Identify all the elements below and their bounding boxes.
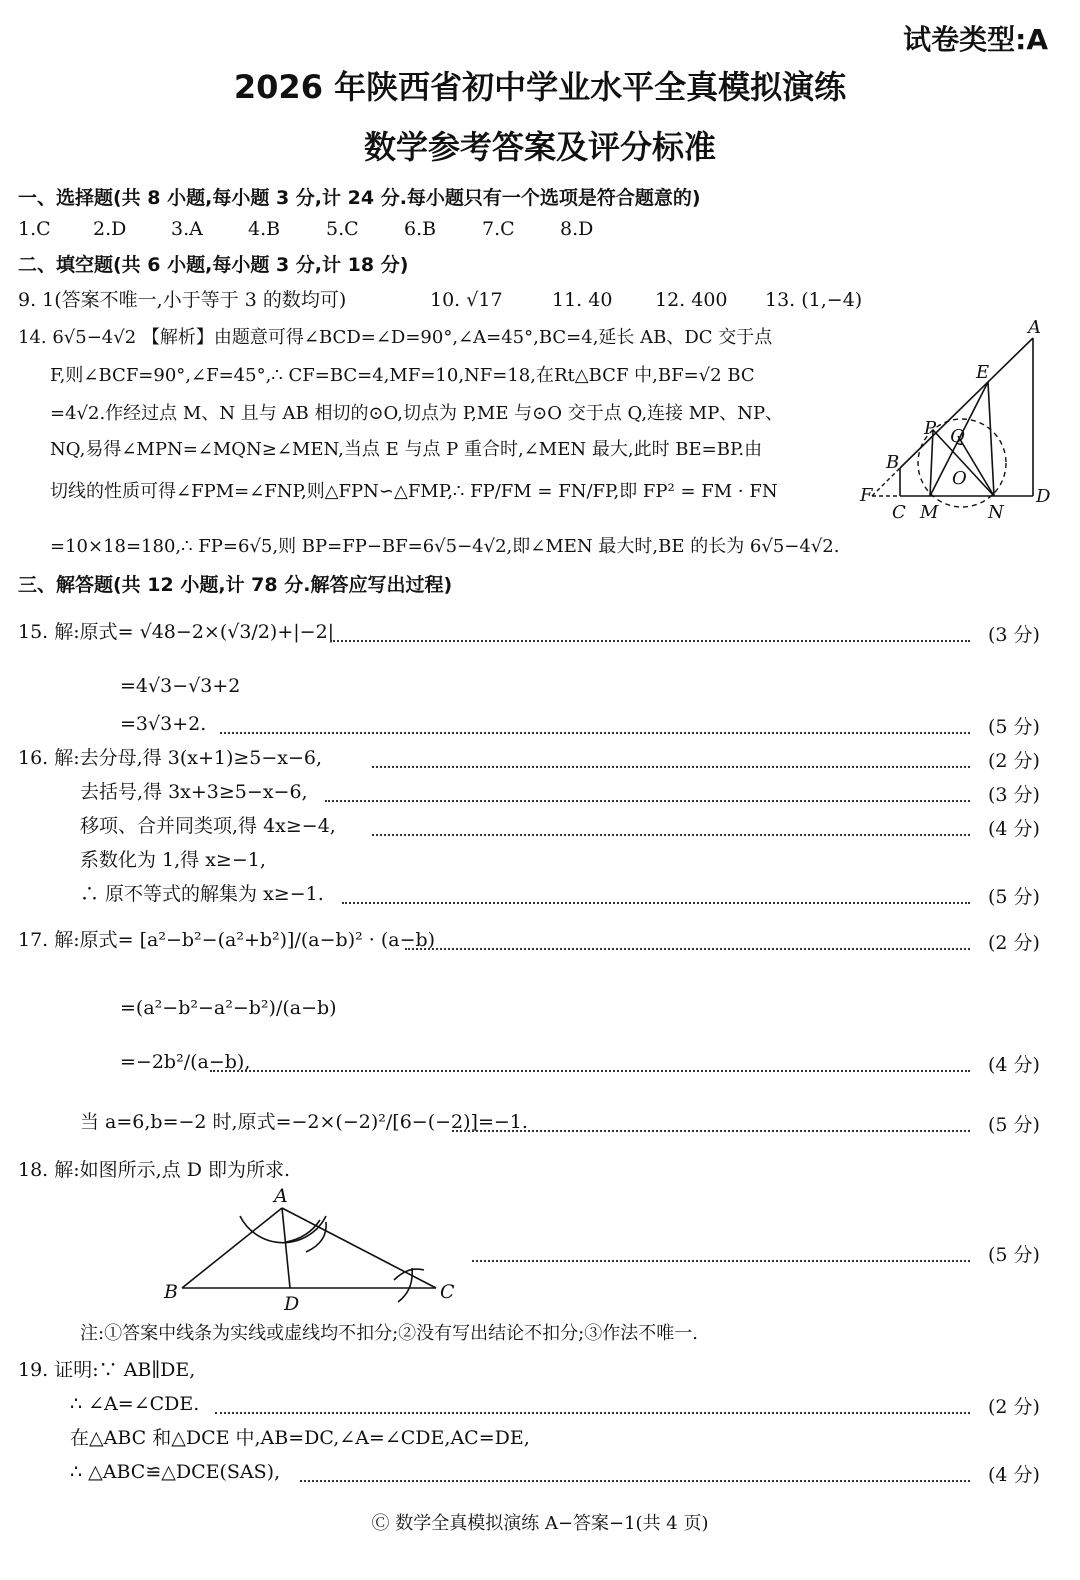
- q14-line-4: NQ,易得∠MPN=∠MQN≥∠MEN,当点 E 与点 P 重合时,∠MEN 最大,此时 BE=BP.由: [50, 439, 763, 460]
- label-M: M: [920, 502, 939, 523]
- label-D: D: [284, 1293, 300, 1315]
- q11-answer: 11. 40: [552, 289, 613, 311]
- q16-score-5: (5 分): [988, 886, 1040, 908]
- answer-8: 8.D: [560, 218, 594, 240]
- q14-line-3: =4√2.作经过点 M、N 且与 AB 相切的⊙O,切点为 P,ME 与⊙O 交于点 Q,连接 MP、NP、: [50, 403, 784, 424]
- answer-7: 7.C: [482, 218, 515, 240]
- q17-step-3: =−2b²/(a−b),: [120, 1051, 251, 1073]
- section1-answers: [18, 217, 658, 241]
- leader-dots: [325, 800, 970, 802]
- page-subtitle: 数学参考答案及评分标准: [363, 128, 716, 166]
- q17-step-1: 17. 解:原式= [a²−b²−(a²+b²)]/(a−b)² · (a−b): [18, 929, 436, 951]
- label-C: C: [892, 502, 906, 523]
- q17-score-3: (4 分): [988, 1054, 1040, 1076]
- q19-step-3: 在△ABC 和△DCE 中,AB=DC,∠A=∠CDE,AC=DE,: [70, 1427, 530, 1449]
- line-EN: [988, 382, 994, 496]
- leader-dots: [342, 902, 970, 904]
- q16-step-5: ∴ 原不等式的解集为 x≥−1.: [80, 883, 324, 905]
- line-AD: [282, 1208, 290, 1288]
- leader-dots: [472, 1260, 970, 1262]
- label-Q: Q: [950, 426, 965, 447]
- line-AB: [182, 1208, 282, 1288]
- q18-score: (5 分): [988, 1244, 1040, 1266]
- q17-step-4: 当 a=6,b=−2 时,原式=−2×(−2)²/[6−(−2)]=−1.: [80, 1111, 528, 1133]
- page-title: 2026 年陕西省初中学业水平全真模拟演练: [233, 68, 847, 106]
- q18-text: 18. 解:如图所示,点 D 即为所求.: [18, 1159, 291, 1181]
- q14-line-6: =10×18=180,∴ FP=6√5,则 BP=FP−BF=6√5−4√2,即∠MEN 最大时,BE 的长为 6√5−4√2.: [50, 536, 840, 557]
- q19-step-4: ∴ △ABC≌△DCE(SAS),: [70, 1461, 281, 1483]
- paper-type: 试卷类型:A: [903, 23, 1048, 56]
- answer-5: 5.C: [326, 218, 359, 240]
- q14-figure: [858, 318, 1058, 523]
- q19-step-2: ∴ ∠A=∠CDE.: [70, 1393, 200, 1415]
- q16-step-2: 去括号,得 3x+3≥5−x−6,: [80, 781, 308, 803]
- q19-score-4: (4 分): [988, 1464, 1040, 1486]
- q15-step-3: =3√3+2.: [120, 713, 207, 735]
- q19-score-2: (2 分): [988, 1396, 1040, 1418]
- answer-3: 3.A: [171, 218, 203, 240]
- q18-figure: [158, 1186, 468, 1316]
- leader-dots: [452, 1130, 970, 1132]
- label-A: A: [274, 1186, 288, 1207]
- leader-dots: [210, 1070, 970, 1072]
- label-B: B: [164, 1281, 178, 1303]
- q18-note: 注:①答案中线条为实线或虚线均不扣分;②没有写出结论不扣分;③作法不唯一.: [80, 1323, 698, 1344]
- q16-step-4: 系数化为 1,得 x≥−1,: [80, 849, 266, 871]
- q19-step-1: 19. 证明:∵ AB∥DE,: [18, 1359, 196, 1381]
- q14-line-1: 14. 6√5−4√2 【解析】由题意可得∠BCD=∠D=90°,∠A=45°,BC=4,延长 AB、DC 交于点: [18, 327, 773, 348]
- q16-step-1: 16. 解:去分母,得 3(x+1)≥5−x−6,: [18, 747, 323, 769]
- leader-dots: [220, 732, 970, 734]
- leader-dots: [300, 1480, 970, 1482]
- line-AB: [900, 338, 1033, 468]
- q14-line-5: 切线的性质可得∠FPM=∠FNP,则△FPN∽△FMP,∴ FP/FM = FN/FP,即 FP² = FM · FN: [50, 481, 778, 502]
- label-E: E: [976, 362, 990, 383]
- label-F: F: [860, 485, 873, 506]
- q15-step-1: 15. 解:原式= √48−2×(√3/2)+|−2|: [18, 621, 335, 643]
- leader-dots: [372, 766, 970, 768]
- answer-4: 4.B: [248, 218, 281, 240]
- q17-score-1: (2 分): [988, 932, 1040, 954]
- leader-dots: [372, 834, 970, 836]
- label-D: D: [1036, 486, 1051, 507]
- q15-step-2: =4√3−√3+2: [120, 675, 241, 697]
- arc-C2: [398, 1268, 412, 1302]
- q16-step-3: 移项、合并同类项,得 4x≥−4,: [80, 815, 336, 837]
- q15-score-1: (3 分): [988, 624, 1040, 646]
- answer-2: 2.D: [93, 218, 127, 240]
- section1-heading: 一、选择题(共 8 小题,每小题 3 分,计 24 分.每小题只有一个选项是符合题意的): [18, 187, 701, 209]
- answer-1: 1.C: [18, 218, 51, 240]
- label-C: C: [440, 1281, 455, 1303]
- label-P: P: [924, 418, 937, 439]
- q12-answer: 12. 400: [655, 289, 728, 311]
- q9-answer: 9. 1(答案不唯一,小于等于 3 的数均可): [18, 289, 347, 311]
- leader-dots: [330, 640, 970, 642]
- label-A: A: [1028, 318, 1041, 338]
- line-PM: [930, 430, 933, 496]
- page-footer: Ⓒ 数学全真模拟演练 A−答案−1(共 4 页): [371, 1513, 709, 1534]
- q16-score-1: (2 分): [988, 750, 1040, 772]
- q17-step-2: =(a²−b²−a²−b²)/(a−b): [120, 997, 337, 1019]
- q16-score-2: (3 分): [988, 784, 1040, 806]
- leader-dots: [215, 1412, 970, 1414]
- label-B: B: [886, 452, 900, 473]
- leader-dots: [405, 948, 970, 950]
- label-N: N: [988, 502, 1004, 523]
- q16-score-3: (4 分): [988, 818, 1040, 840]
- q13-answer: 13. (1,−4): [765, 289, 863, 311]
- label-O: O: [952, 468, 967, 489]
- section2-heading: 二、填空题(共 6 小题,每小题 3 分,计 18 分): [18, 254, 409, 276]
- q17-score-4: (5 分): [988, 1114, 1040, 1136]
- q14-line-2: F,则∠BCF=90°,∠F=45°,∴ CF=BC=4,MF=10,NF=18,在Rt△BCF 中,BF=√2 BC: [50, 365, 755, 386]
- section3-heading: 三、解答题(共 12 小题,计 78 分.解答应写出过程): [18, 574, 453, 596]
- answer-6: 6.B: [404, 218, 437, 240]
- q10-answer: 10. √17: [430, 289, 503, 311]
- q15-score-3: (5 分): [988, 716, 1040, 738]
